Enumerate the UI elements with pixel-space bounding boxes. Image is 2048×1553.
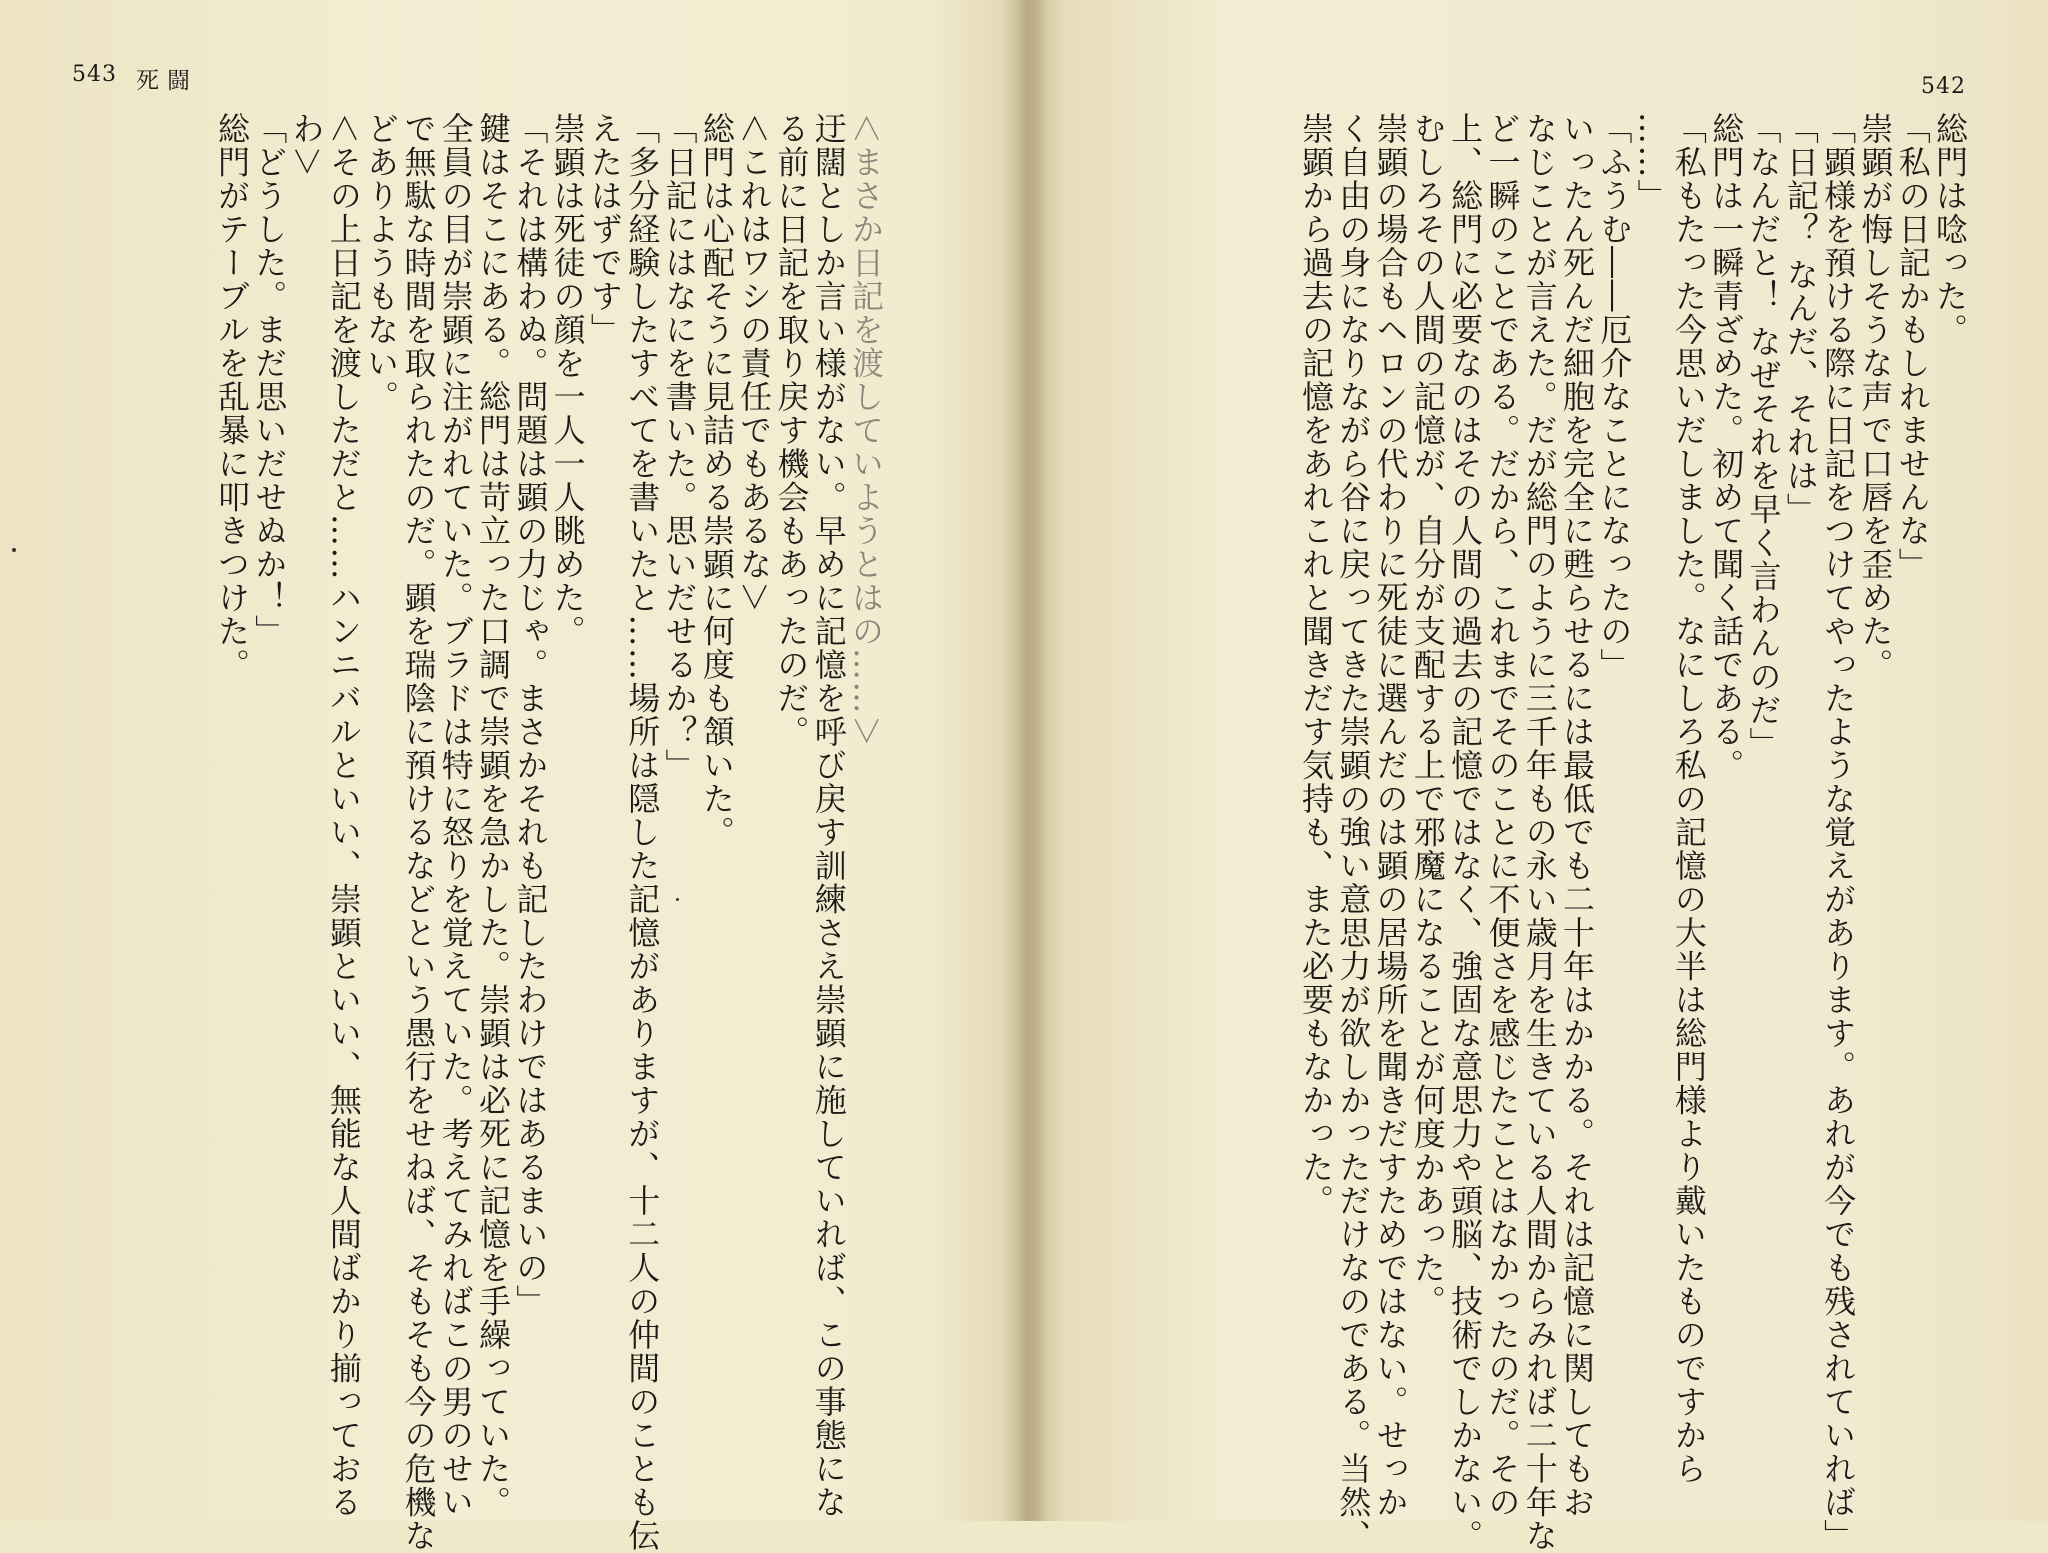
- text-line: いったん死んだ細胞を完全に甦らせるには最低でも二十年はかかる。それは記憶に関してもお: [1558, 112, 1597, 1519]
- text-line: 「顕様を預ける際に日記をつけてやったような覚えがあります。あれが今でも残されていれば」: [1819, 112, 1858, 1553]
- text-line: 迂闊としか言い様がない。早めに記憶を呼び戻す訓練さえ崇顕に施していれば、この事態にな: [809, 112, 848, 1519]
- page-number: 542: [1921, 74, 1966, 99]
- text-line: どありようもない。: [362, 112, 401, 414]
- text-line: で無駄な時間を取られたのだ。顕を瑞陰に預けるなどという愚行をせねば、そもそも今の危機な: [399, 112, 438, 1553]
- text-line: 「日記にはなにを書いた。思いだせるか？」: [660, 112, 699, 782]
- chapter-title: 死闘: [136, 68, 198, 94]
- text-line: 総門は一瞬青ざめた。初めて聞く話である。: [1707, 112, 1746, 782]
- text-line: わ＞: [287, 112, 326, 180]
- text-line: 「日記？ なんだ、それは」: [1781, 112, 1820, 526]
- print-speck: [676, 898, 679, 901]
- text-line: 全員の目が崇顕に注がれていた。ブラドは特に怒りを覚えていた。考えてみればこの男のせい: [436, 112, 475, 1519]
- right-page-body: [1088, 112, 1969, 1553]
- text-line: ど一瞬のことである。だから、これまでそのことに不便さを感じたことはなかったのだ。その: [1483, 112, 1522, 1519]
- text-line: ＜その上日記を渡しただと……ハンニバルといい、崇顕といい、無能な人間ばかり揃っておる: [324, 112, 363, 1519]
- text-line: えたはずです」: [585, 112, 624, 347]
- text-line: 崇顕から過去の記憶をあれこれと聞きだす気持も、また必要もなかった。: [1296, 112, 1335, 1218]
- text-line: むしろその人間の記憶が、自分が支配する上で邪魔になることが何度かあった。: [1408, 112, 1447, 1318]
- text-line: 崇顕は死徒の顔を一人一人眺めた。: [548, 112, 587, 648]
- text-line: 「多分経験したすべてを書いたと……場所は隠した記憶がありますが、十二人の仲間のことも伝: [623, 112, 662, 1553]
- text-line: 「なんだと！ なぜそれを早く言わんのだ」: [1744, 112, 1783, 761]
- text-line: 「どうした。まだ思いだせぬか！」: [250, 112, 289, 648]
- text-line: く自由の身になりながら谷に戻ってきた崇顕の強い意思力が欲しかっただけなのである。当然、: [1334, 112, 1373, 1553]
- text-line: 「ふうむ――厄介なことになったの」: [1595, 112, 1634, 682]
- text-line: ＜まさか日記を渡していようとはの……＞: [847, 112, 885, 749]
- text-line: 崇顕が悔しそうな声で口唇を歪めた。: [1856, 112, 1895, 682]
- text-line: 総門がテーブルを乱暴に叩きつけた。: [212, 112, 251, 682]
- text-line: 鍵はそこにある。総門は苛立った口調で崇顕を急かした。崇顕は必死に記憶を手繰っていた。: [474, 112, 513, 1519]
- page-number: 543: [72, 62, 117, 87]
- text-line: ＜これはワシの責任でもあるな＞: [735, 112, 774, 615]
- text-line: 総門は唸った。: [1931, 112, 1969, 347]
- text-line: 「私の日記かもしれませんな」: [1893, 112, 1932, 581]
- text-line: 上、総門に必要なのはその人間の過去の記憶ではなく、強固な意思力や頭脳、技術でしかない。: [1446, 112, 1485, 1553]
- text-line: 「それは構わぬ。問題は顕の力じゃ。まさかそれも記したわけではあるまいの」: [511, 112, 550, 1318]
- text-line: なじことが言えた。だが総門のように三千年もの永い歳月を生きている人間からみれば二十年な: [1520, 112, 1559, 1553]
- text-line: 崇顕の場合もヘロンの代わりに死徒に選んだのは顕の居場所を聞きだすためではない。せっか: [1371, 112, 1410, 1519]
- text-line: ……」: [1632, 112, 1671, 213]
- print-speck: [12, 548, 16, 552]
- text-line: 「私もたった今思いだしました。なにしろ私の記憶の大半は総門様より戴いたものですから: [1669, 112, 1708, 1486]
- text-line: る前に日記を取り戻す機会もあったのだ。: [772, 112, 811, 749]
- text-line: 総門は心配そうに見詰める崇顕に何度も頷いた。: [697, 112, 736, 849]
- left-page-body: [64, 112, 885, 1553]
